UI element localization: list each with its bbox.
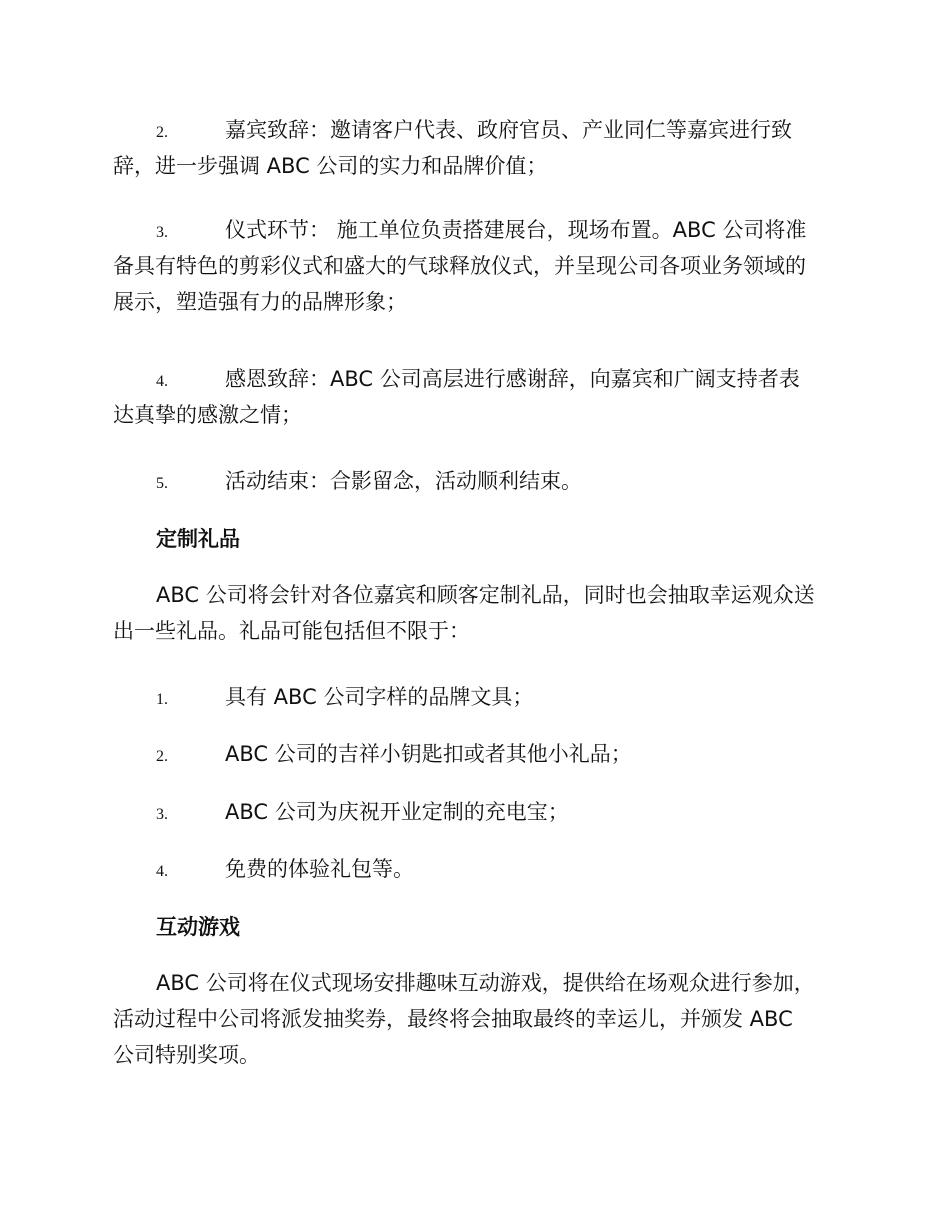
list-item-line [113, 248, 837, 284]
list-item-text: 备具有特色的剪彩仪式和盛大的气球释放仪式，并呈现公司各项业务领域的 [113, 254, 806, 278]
list-item-text: 嘉宾致辞：邀请客户代表、政府官员、产业同仁等嘉宾进行致 [225, 118, 792, 142]
list-item-line [113, 361, 837, 397]
list-number: 3. [156, 224, 168, 241]
paragraph-line: 出一些礼品。礼品可能包括但不限于： [113, 619, 470, 643]
list-item-text: ABC 公司为庆祝开业定制的充电宝； [225, 800, 569, 824]
paragraph-line: ABC 公司将在仪式现场安排趣味互动游戏，提供给在场观众进行参加， [156, 971, 815, 995]
paragraph-line: ABC 公司将会针对各位嘉宾和顾客定制礼品，同时也会抽取幸运观众送 [156, 583, 815, 607]
list-item-text: 具有 ABC 公司字样的品牌文具； [225, 685, 534, 709]
list-number: 5. [156, 475, 168, 492]
gifts-heading [113, 521, 837, 557]
paragraph-line: 活动过程中公司将派发抽奖券，最终将会抽取最终的幸运儿，并颁发 ABC [113, 1007, 793, 1031]
section-heading: 定制礼品 [156, 527, 240, 551]
list-item-line [113, 463, 837, 499]
list-number: 4. [156, 373, 168, 390]
list-item-text: 仪式环节： 施工单位负责搭建展台，现场布置。ABC 公司将准 [225, 218, 807, 242]
gift-item-3 [113, 794, 837, 830]
list-item-line [113, 212, 837, 248]
list-item-text: 展示，塑造强有力的品牌形象； [113, 290, 407, 314]
paragraph-line: 公司特别奖项。 [113, 1043, 260, 1067]
list-number: 2. [156, 124, 168, 141]
list-item-text: 活动结束：合影留念，活动顺利结束。 [225, 469, 582, 493]
list-item-line [113, 148, 837, 184]
list-item-text: 感恩致辞：ABC 公司高层进行感谢辞，向嘉宾和广阔支持者表 [225, 367, 800, 391]
games-paragraph [113, 965, 837, 1073]
schedule-item-3 [113, 212, 837, 320]
list-number: 4. [156, 863, 168, 880]
gift-item-2 [113, 736, 837, 772]
list-item-line [113, 112, 837, 148]
list-number: 2. [156, 748, 168, 765]
list-item-line [113, 736, 837, 772]
schedule-item-4 [113, 361, 837, 433]
list-number: 1. [156, 691, 168, 708]
section-heading: 互动游戏 [156, 915, 240, 939]
list-item-text: 免费的体验礼包等。 [225, 857, 414, 881]
list-item-line [113, 679, 837, 715]
list-item-line [113, 397, 837, 433]
list-item-line [113, 851, 837, 887]
list-number: 3. [156, 806, 168, 823]
list-item-text: ABC 公司的吉祥小钥匙扣或者其他小礼品； [225, 742, 632, 766]
list-item-line [113, 794, 837, 830]
gift-item-1 [113, 679, 837, 715]
gift-item-4 [113, 851, 837, 887]
games-heading [113, 909, 837, 945]
schedule-item-5 [113, 463, 837, 499]
gifts-intro-paragraph [113, 577, 837, 649]
list-item-text: 达真挚的感激之情； [113, 403, 302, 427]
list-item-line [113, 284, 837, 320]
schedule-item-2 [113, 112, 837, 184]
list-item-text: 辞，进一步强调 ABC 公司的实力和品牌价值； [113, 154, 548, 178]
